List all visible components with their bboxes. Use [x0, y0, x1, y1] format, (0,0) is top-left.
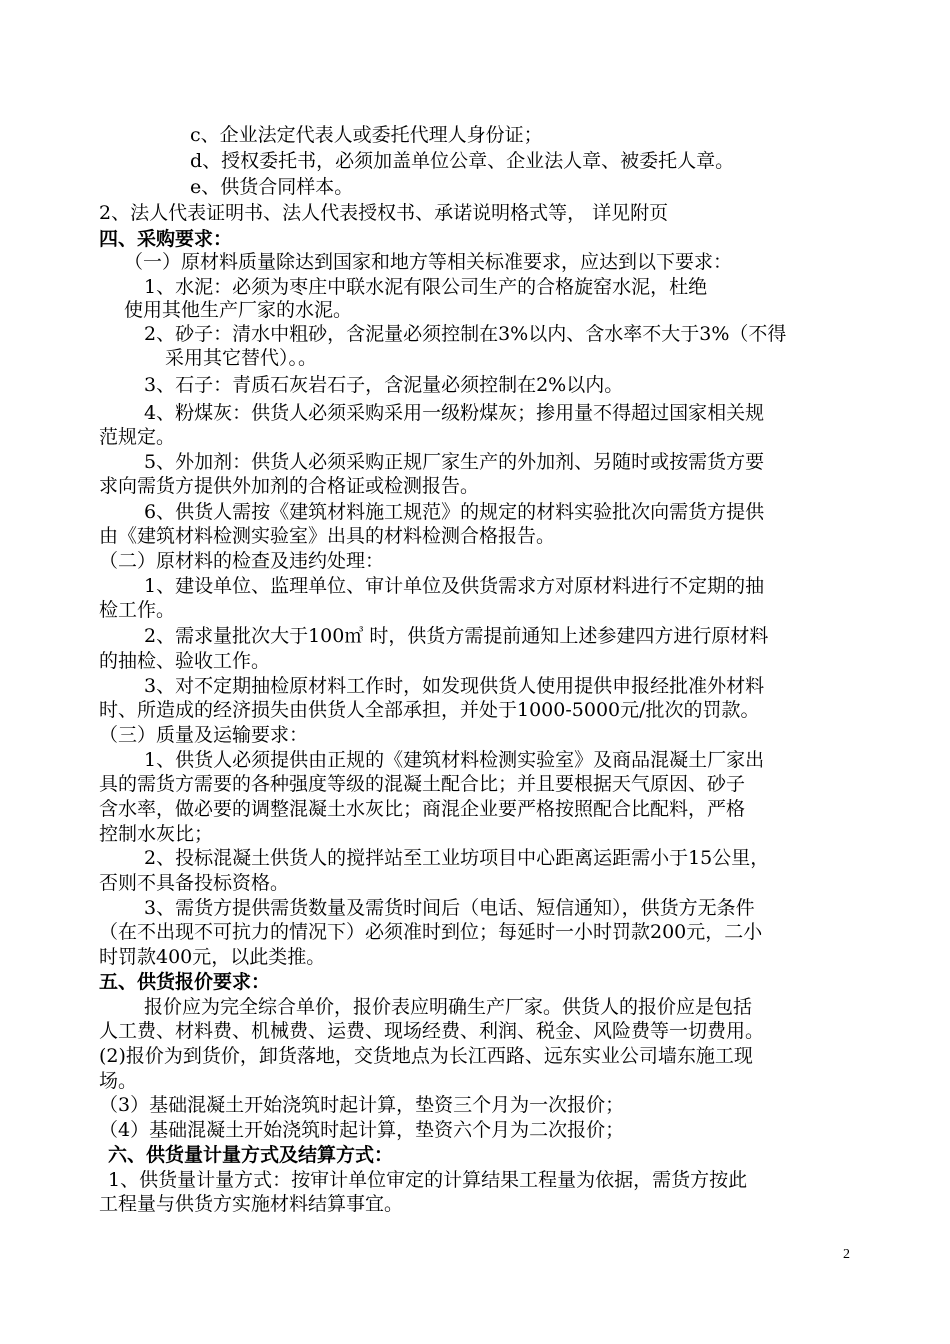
text-line: 检工作。: [99, 599, 176, 621]
text-line: 6、供货人需按《建筑材料施工规范》的规定的材料实验批次向需货方提供: [144, 501, 765, 523]
text-line: 3、对不定期抽检原材料工作时，如发现供货人使用提供申报经批准外材料: [144, 675, 765, 697]
text-line: 1、水泥：必须为枣庄中联水泥有限公司生产的合格旋窑水泥，杜绝: [144, 276, 708, 298]
text-line: （4）基础混凝土开始浇筑时起计算，垫资六个月为二次报价；: [99, 1119, 625, 1141]
page-number: 2: [843, 1247, 850, 1262]
text-line: （一）原材料质量除达到国家和地方等相关标准要求，应达到以下要求：: [124, 251, 733, 273]
section-heading: 六、供货量计量方式及结算方式：: [108, 1144, 394, 1166]
text-line: 2、砂子：清水中粗砂，含泥量必须控制在3%以内、含水率不大于3%（不得: [144, 323, 787, 345]
text-line: 采用其它替代）。。: [165, 347, 318, 369]
text-line: d、授权委托书，必须加盖单位公章、企业法人章、被委托人章。: [190, 150, 735, 172]
text-line: 具的需货方需要的各种强度等级的混凝土配合比；并且要根据天气原因、砂子: [99, 773, 746, 795]
text-line: （3）基础混凝土开始浇筑时起计算，垫资三个月为一次报价；: [99, 1094, 625, 1116]
text-line: 范规定。: [99, 426, 176, 448]
text-line: 4、粉煤灰：供货人必须采购采用一级粉煤灰；掺用量不得超过国家相关规: [144, 402, 765, 424]
text-line: (2)报价为到货价，卸货落地，交货地点为长江西路、远东实业公司墙东施工现: [99, 1045, 753, 1067]
text-line: 报价应为完全综合单价，报价表应明确生产厂家。供货人的报价应是包括: [144, 996, 753, 1018]
section-heading: 四、采购要求：: [99, 228, 233, 250]
text-line: 3、石子：青质石灰岩石子，含泥量必须控制在2%以内。: [144, 374, 624, 396]
text-line: 含水率，做必要的调整混凝土水灰比；商混企业要严格按照配合比配料，严格: [99, 798, 746, 820]
text-line: 2、法人代表证明书、法人代表授权书、承诺说明格式等， 详见附页: [99, 202, 669, 224]
text-line: 1、供货人必须提供由正规的《建筑材料检测实验室》及商品混凝土厂家出: [144, 749, 765, 771]
text-line: （三）质量及运输要求：: [99, 724, 309, 746]
text-line: 工程量与供货方实施材料结算事宜。: [99, 1193, 404, 1215]
text-line: 控制水灰比；: [99, 823, 214, 845]
text-line: 人工费、材料费、机械费、运费、现场经费、利润、税金、风险费等一切费用。: [99, 1020, 765, 1042]
text-line: 求向需货方提供外加剂的合格证或检测报告。: [99, 475, 480, 497]
text-line: 时罚款400元，以此类推。: [99, 946, 326, 968]
text-line: 1、供货量计量方式：按审计单位审定的计算结果工程量为依据，需货方按此: [108, 1169, 748, 1191]
text-line: （二）原材料的检查及违约处理：: [99, 550, 385, 572]
text-line: e、供货合同样本。: [190, 176, 354, 198]
text-line: 使用其他生产厂家的水泥。: [124, 299, 353, 321]
text-line: 3、需货方提供需货数量及需货时间后（电话、短信通知），供货方无条件: [144, 897, 755, 919]
section-heading: 五、供货报价要求：: [99, 971, 271, 993]
text-line: 2、需求量批次大于100㎥ 时，供货方需提前通知上述参建四方进行原材料: [144, 625, 769, 647]
text-line: c、企业法定代表人或委托代理人身份证；: [190, 124, 543, 146]
text-line: 场。: [99, 1070, 138, 1092]
text-line: 的抽检、验收工作。: [99, 650, 271, 672]
text-line: 由《建筑材料检测实验室》出具的材料检测合格报告。: [99, 525, 556, 547]
text-line: 5、外加剂：供货人必须采购正规厂家生产的外加剂、另随时或按需货方要: [144, 451, 765, 473]
text-line: 1、建设单位、监理单位、审计单位及供货需求方对原材料进行不定期的抽: [144, 575, 765, 597]
text-line: （在不出现不可抗力的情况下）必须准时到位；每延时一小时罚款200元，二小: [99, 921, 763, 943]
text-line: 时、所造成的经济损失由供货人全部承担，并处于1000-5000元/批次的罚款。: [99, 699, 760, 721]
text-line: 2、投标混凝土供货人的搅拌站至工业坊项目中心距离运距需小于15公里，: [144, 847, 770, 869]
text-line: 否则不具备投标资格。: [99, 872, 290, 894]
